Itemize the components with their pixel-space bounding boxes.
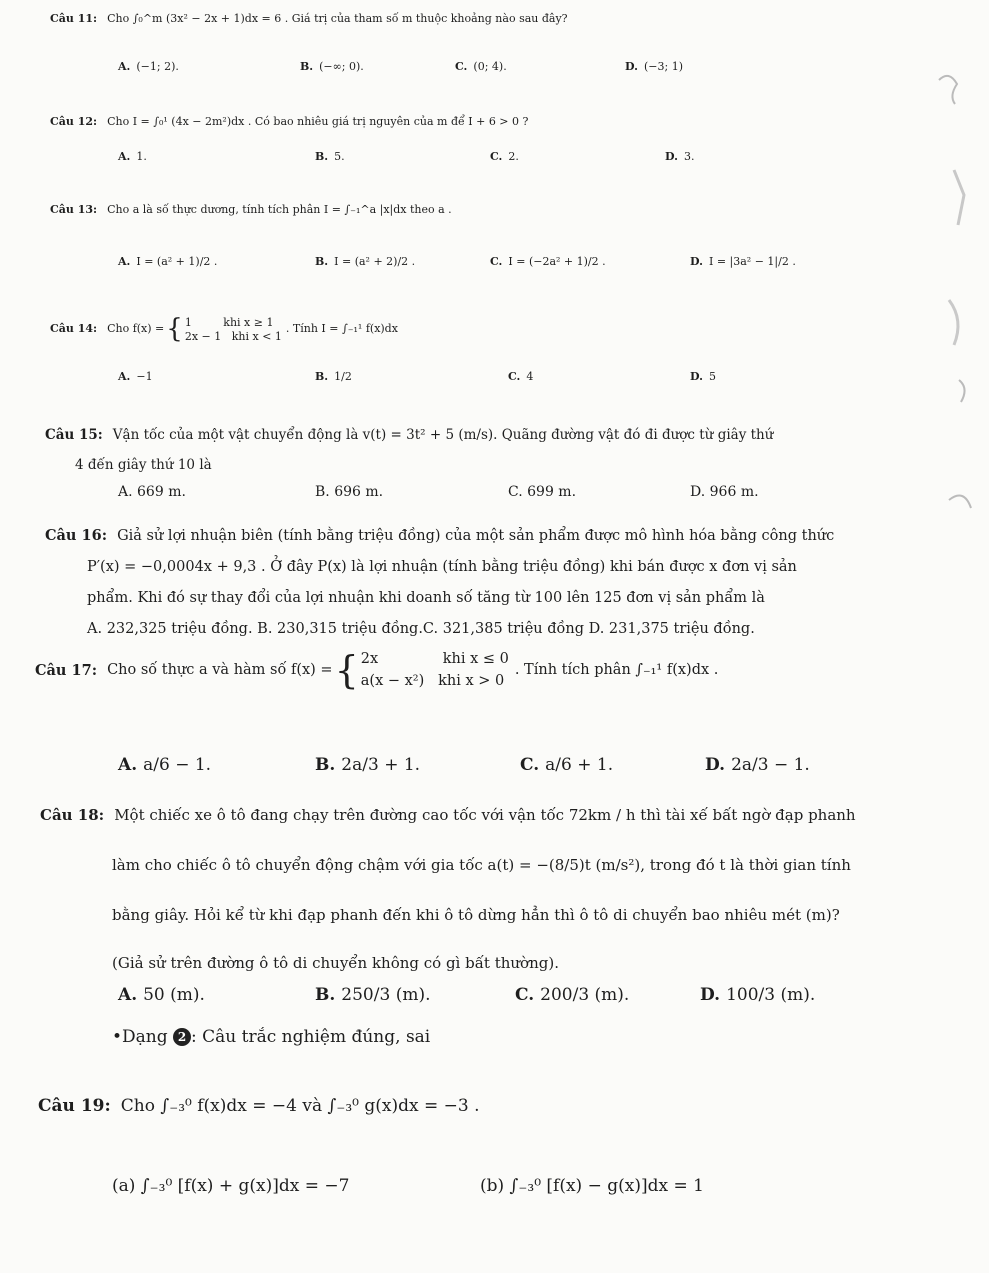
option-text: I = (a² + 2)/2 . [334, 255, 416, 268]
case-2: 2x − 1 khi x < 1 [184, 329, 282, 343]
option-letter: A. [118, 985, 138, 1005]
question-stem: Cho ∫₀^m (3x² − 2x + 1)dx = 6 . Giá trị của tham số m thuộc khoảng nào sau đây? [107, 12, 568, 25]
section-title: : Câu trắc nghiệm đúng, sai [191, 1027, 431, 1047]
option-letter: C. [515, 985, 535, 1005]
piecewise-cases [361, 649, 509, 693]
option-text: I = |3a² − 1|/2 . [708, 255, 796, 268]
question-stem-post: . Tính I = ∫₋₁¹ f(x)dx [285, 322, 398, 336]
option-letter: C. [508, 484, 523, 500]
option-text: 5 [708, 370, 716, 383]
option-b[interactable] [315, 255, 415, 268]
section-number-badge: 2 [173, 1028, 191, 1046]
option-text: I = (−2a² + 1)/2 . [508, 255, 606, 268]
question-line-1: Vận tốc của một vật chuyển động là v(t) = 3t² + 5 (m/s). Quãng đường vật đó đi được từ giây thứ [112, 427, 774, 443]
option-letter: A. [118, 255, 131, 268]
option-letter: A. [118, 150, 131, 163]
option-text: 5. [334, 150, 345, 163]
option-text: 200/3 (m). [540, 985, 630, 1005]
option-c[interactable] [455, 60, 507, 73]
question-stem-post: . Tính tích phân ∫₋₁¹ f(x)dx . [514, 661, 719, 678]
option-d[interactable] [705, 755, 810, 775]
question-label: Câu 12: [50, 115, 98, 128]
option-letter: D. [690, 370, 703, 383]
margin-scribble-icon [919, 60, 989, 620]
question-17 [35, 645, 955, 696]
question-stem: Cho I = ∫₀¹ (4x − 2m²)dx . Có bao nhiêu giá trị nguyên của m để I + 6 > 0 ? [107, 115, 529, 128]
option-text: 50 (m). [143, 985, 205, 1005]
case-2: a(x − x²) khi x > 0 [360, 672, 505, 689]
option-text: I = (a² + 1)/2 . [136, 255, 218, 268]
option-text: (0; 4). [473, 60, 507, 73]
option-letter: B. [315, 484, 330, 500]
statement-a-text: (a) ∫₋₃⁰ [f(x) + g(x)]dx = −7 [112, 1176, 350, 1196]
piecewise-cases [185, 316, 282, 342]
question-label: Câu 17: [35, 661, 98, 679]
question-19 [38, 1095, 958, 1118]
option-letter: D. [690, 255, 703, 268]
question-line-2: P′(x) = −0,0004x + 9,3 . Ở đây P(x) là lợi nhuận (tính bằng triệu đồng) khi bán được x đơn vị sản [87, 559, 797, 575]
question-label: Câu 18: [40, 806, 105, 824]
section-heading [112, 1027, 430, 1047]
option-c[interactable] [490, 150, 519, 163]
option-c[interactable] [490, 255, 606, 268]
option-b[interactable] [315, 484, 383, 500]
statement-a[interactable] [112, 1175, 349, 1198]
case-1: 1 khi x ≥ 1 [184, 316, 274, 330]
option-text: 696 m. [334, 484, 384, 500]
option-d[interactable] [665, 150, 694, 163]
option-letter: D. [625, 60, 638, 73]
question-12 [50, 115, 950, 130]
option-b[interactable] [315, 370, 352, 383]
option-d[interactable] [690, 255, 796, 268]
option-text: 669 m. [137, 484, 186, 500]
option-d[interactable] [700, 985, 815, 1005]
question-15 [45, 426, 955, 474]
option-letter: A. [118, 755, 138, 775]
question-line-4: (Giả sử trên đường ô tô di chuyển không có gì bất thường). [112, 954, 559, 972]
option-text: (−1; 2). [136, 60, 179, 73]
option-letter: D. [700, 985, 721, 1005]
question-line-3: phẩm. Khi đó sự thay đổi của lợi nhuận khi doanh số tăng từ 100 lên 125 đơn vị sản phẩm là [87, 590, 765, 606]
option-d[interactable] [625, 60, 683, 73]
question-line-2: làm cho chiếc ô tô chuyển động chậm với gia tốc a(t) = −(8/5)t (m/s²), trong đó t là thời gian tính [112, 856, 851, 874]
option-letter: C. [508, 370, 521, 383]
option-text: 2a/3 + 1. [341, 755, 421, 775]
option-c[interactable] [520, 755, 613, 775]
option-letter: B. [300, 60, 314, 73]
option-letter: A. [118, 370, 131, 383]
option-a[interactable] [118, 150, 147, 163]
option-a[interactable] [118, 255, 217, 268]
question-label: Câu 13: [50, 203, 98, 216]
option-letter: A. [118, 484, 133, 500]
option-letter: B. [315, 255, 329, 268]
option-letter: B. [315, 755, 336, 775]
option-a[interactable] [118, 484, 186, 500]
question-16 [45, 520, 965, 645]
question-label: Câu 11: [50, 12, 98, 25]
option-c[interactable] [508, 370, 533, 383]
option-d[interactable] [690, 370, 716, 383]
option-letter: B. [315, 150, 329, 163]
question-label: Câu 15: [45, 427, 103, 443]
option-c[interactable] [515, 985, 629, 1005]
option-text: (−3; 1) [643, 60, 683, 73]
question-line-3: bằng giây. Hỏi kể từ khi đạp phanh đến khi ô tô dừng hẳn thì ô tô di chuyển bao nhiêu mét (m)? [112, 906, 840, 924]
option-c[interactable] [508, 484, 576, 500]
option-text: 1. [136, 150, 147, 163]
option-a[interactable] [118, 370, 153, 383]
brace-icon: { [166, 314, 183, 344]
option-letter: B. [315, 370, 329, 383]
option-d[interactable] [690, 484, 759, 500]
option-text: −1 [136, 370, 153, 383]
option-text: 966 m. [709, 484, 759, 500]
option-b[interactable] [315, 150, 345, 163]
option-a[interactable] [118, 60, 179, 73]
option-letter: D. [705, 755, 726, 775]
statement-b[interactable] [480, 1175, 704, 1198]
question-stem-pre: Cho f(x) = [107, 322, 165, 336]
option-letter: C. [455, 60, 468, 73]
question-11 [50, 12, 950, 27]
question-stem: Cho ∫₋₃⁰ f(x)dx = −4 và ∫₋₃⁰ g(x)dx = −3 . [120, 1096, 480, 1116]
question-stem: Cho a là số thực dương, tính tích phân I = ∫₋₁^a |x|dx theo a . [107, 203, 452, 216]
option-text: 2a/3 − 1. [731, 755, 810, 775]
question-label: Câu 14: [50, 322, 98, 336]
option-a[interactable] [118, 755, 211, 775]
question-options-line[interactable]: A. 232,325 triệu đồng. B. 230,315 triệu đồng.C. 321,385 triệu đồng D. 231,375 triệu đồng. [87, 621, 755, 637]
option-letter: A. [118, 60, 131, 73]
question-line-1: Một chiếc xe ô tô đang chạy trên đường cao tốc với vận tốc 72km / h thì tài xế bất ngờ đạp phanh [114, 806, 856, 824]
option-letter: C. [490, 150, 503, 163]
question-14 [50, 312, 950, 347]
option-text: 100/3 (m). [726, 985, 816, 1005]
option-b[interactable] [300, 60, 364, 73]
question-line-1: Giả sử lợi nhuận biên (tính bằng triệu đồng) của một sản phẩm được mô hình hóa bằng công thức [117, 528, 835, 544]
option-text: 3. [683, 150, 695, 163]
brace-icon: { [334, 648, 359, 692]
section-prefix: •Dạng [112, 1027, 168, 1047]
option-text: 4 [526, 370, 534, 383]
question-label: Câu 19: [38, 1096, 111, 1116]
option-letter: C. [490, 255, 503, 268]
option-letter: D. [665, 150, 678, 163]
question-18 [40, 804, 960, 974]
question-line-2: 4 đến giây thứ 10 là [75, 457, 212, 474]
option-text: 1/2 [334, 370, 352, 383]
case-1: 2x khi x ≤ 0 [360, 650, 509, 667]
option-b[interactable] [315, 755, 420, 775]
option-text: a/6 + 1. [545, 755, 614, 775]
option-letter: B. [315, 985, 336, 1005]
option-text: 2. [508, 150, 519, 163]
option-a[interactable] [118, 985, 205, 1005]
option-text: 699 m. [527, 484, 577, 500]
question-stem-pre: Cho số thực a và hàm số f(x) = [107, 661, 333, 678]
option-letter: D. [690, 484, 706, 500]
option-text: (−∞; 0). [319, 60, 364, 73]
option-text: a/6 − 1. [143, 755, 212, 775]
option-b[interactable] [315, 985, 430, 1005]
option-letter: C. [520, 755, 540, 775]
option-text: 250/3 (m). [341, 985, 431, 1005]
question-label: Câu 16: [45, 527, 108, 544]
statement-b-text: (b) ∫₋₃⁰ [f(x) − g(x)]dx = 1 [480, 1176, 704, 1196]
question-13 [50, 203, 950, 218]
